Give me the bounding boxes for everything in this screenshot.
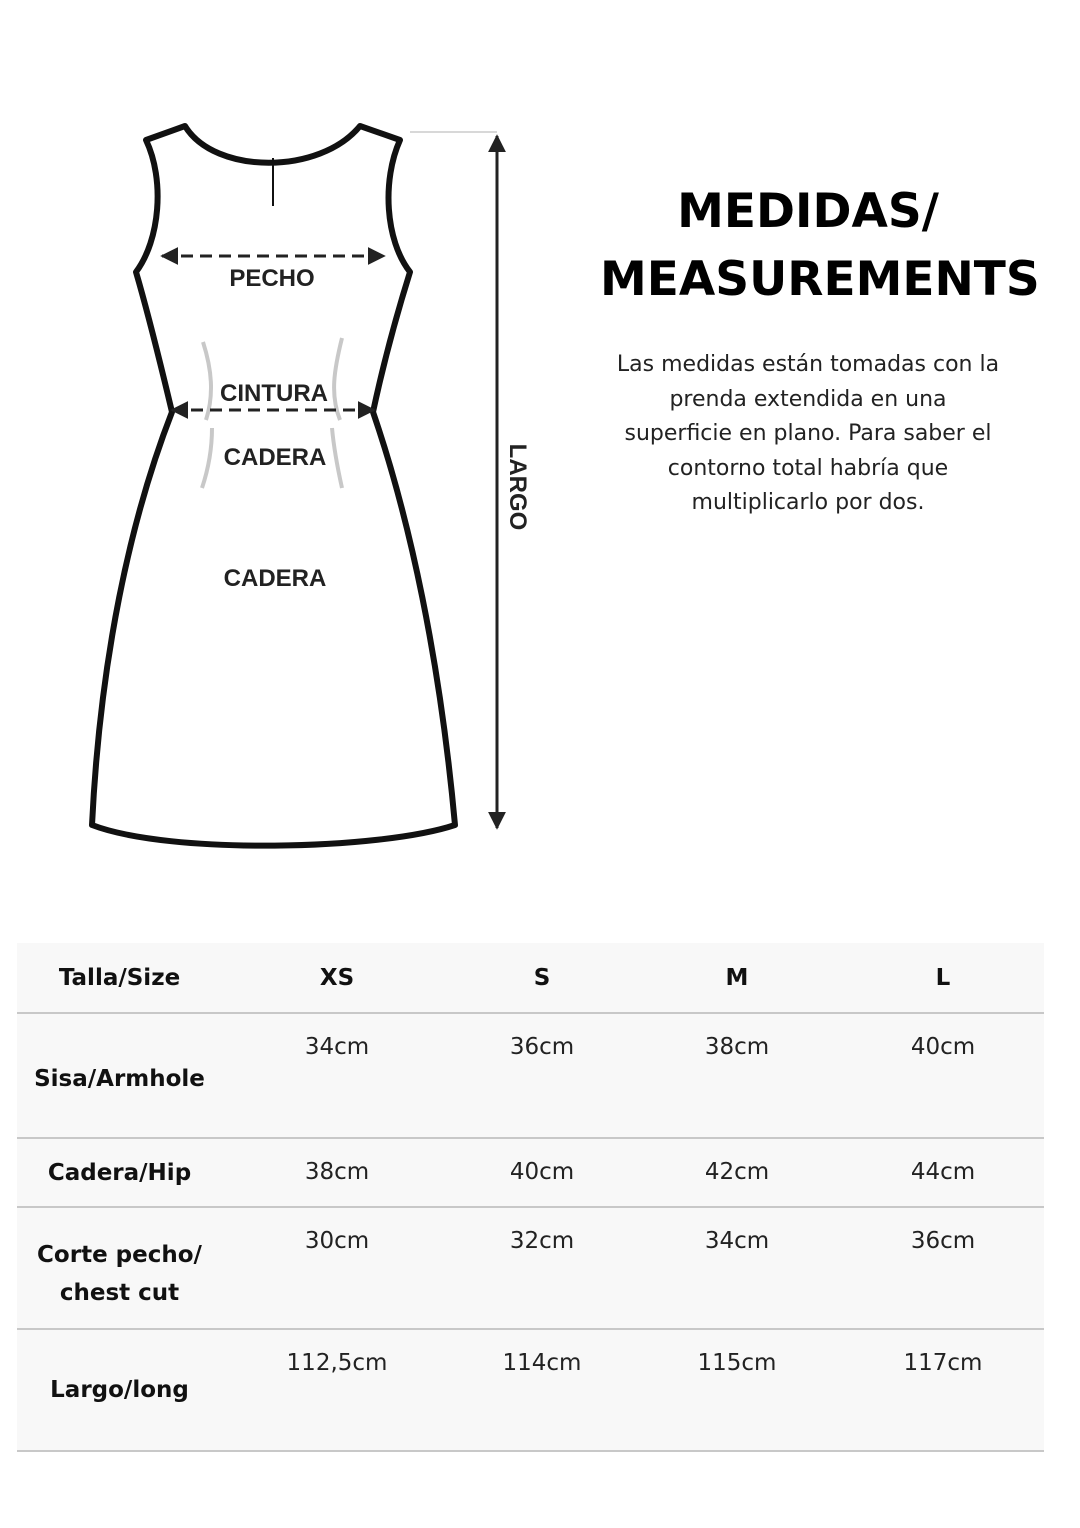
table-cell: 42cm [632, 1138, 842, 1207]
header-size-xs: XS [222, 943, 452, 1013]
table-cell: 112,5cm [222, 1329, 452, 1451]
cadera-label-upper: CADERA [223, 444, 327, 471]
table-row [17, 1013, 1044, 1138]
table-cell: 36cm [452, 1013, 632, 1138]
description-line: superficie en plano. Para saber el [624, 421, 992, 446]
header-size-s: S [452, 943, 632, 1013]
table-cell: 38cm [632, 1013, 842, 1138]
table-cell: 34cm [632, 1207, 842, 1329]
cintura-label: CINTURA [220, 380, 328, 407]
table-cell: 36cm [842, 1207, 1044, 1329]
table-cell: 115cm [632, 1329, 842, 1451]
pecho-label: PECHO [229, 265, 315, 292]
header-size-label: Talla/Size [17, 943, 222, 1013]
table-row [17, 1329, 1044, 1451]
row-label-length: Largo/long [17, 1329, 222, 1451]
page-title [600, 178, 1040, 314]
table-cell: 34cm [222, 1013, 452, 1138]
title-line-2: MEASUREMENTS [600, 252, 1040, 307]
table-row [17, 1207, 1044, 1329]
table-cell: 30cm [222, 1207, 452, 1329]
table-cell: 117cm [842, 1329, 1044, 1451]
size-table [17, 943, 1044, 1452]
table-cell: 40cm [842, 1013, 1044, 1138]
dress-outline [92, 126, 455, 846]
table-cell: 40cm [452, 1138, 632, 1207]
table-header-row [17, 943, 1044, 1013]
table-cell: 44cm [842, 1138, 1044, 1207]
table-cell: 114cm [452, 1329, 632, 1451]
table-cell: 38cm [222, 1138, 452, 1207]
row-label-armhole: Sisa/Armhole [17, 1013, 222, 1138]
row-label-chest-cut: Corte pecho/ chest cut [17, 1207, 222, 1329]
table-cell: 32cm [452, 1207, 632, 1329]
description-line: contorno total habría que [667, 455, 949, 481]
dress-measurement-diagram [0, 0, 580, 880]
row-label-hip: Cadera/Hip [17, 1138, 222, 1207]
measurement-description [596, 348, 1020, 521]
description-line: prenda extendida en una [669, 386, 947, 412]
description-line: Las medidas están tomadas con la [616, 352, 1000, 377]
title-line-1: MEDIDAS/ [677, 184, 939, 239]
cadera-label-lower: CADERA [223, 565, 327, 592]
header-size-m: M [632, 943, 842, 1013]
largo-label: LARGO [504, 443, 531, 531]
description-line: multiplicarlo por dos. [691, 490, 925, 515]
table-row [17, 1138, 1044, 1207]
header-size-l: L [842, 943, 1044, 1013]
